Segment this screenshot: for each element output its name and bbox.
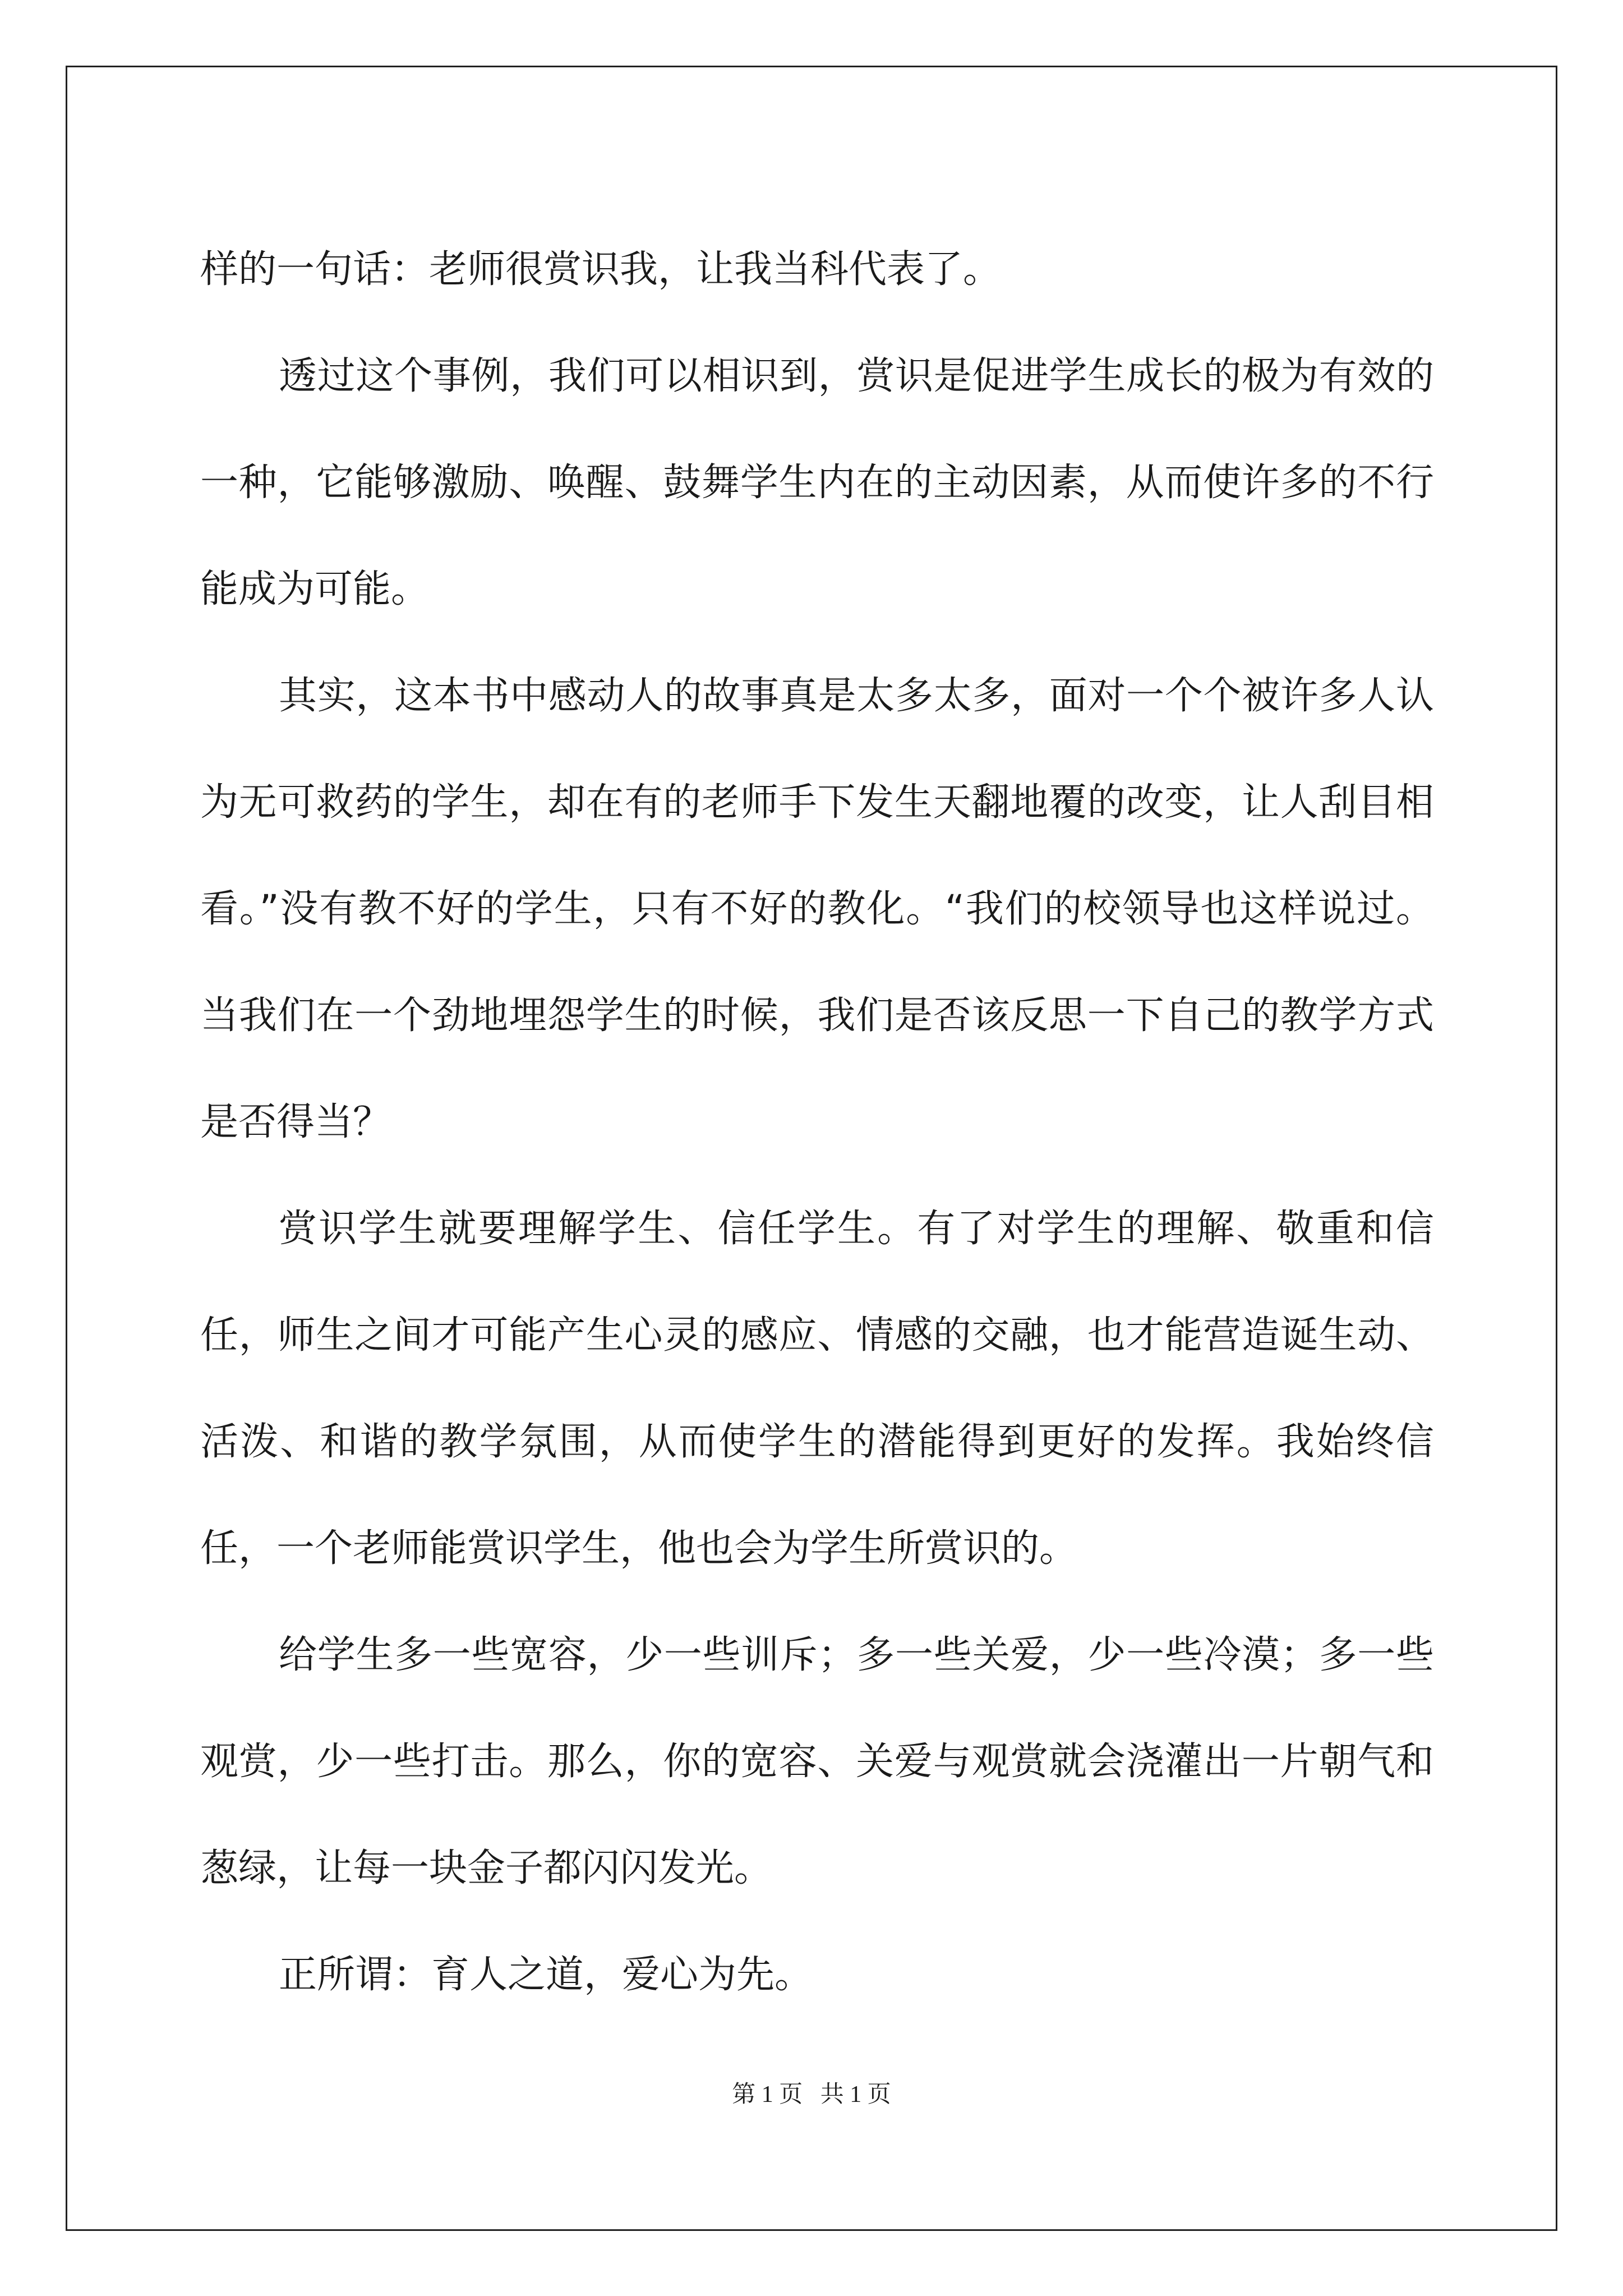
paragraph-2: 透过这个事例，我们可以相识到，赏识是促进学生成长的极为有效的一种，它能够激励、唤醒、鼓舞学生内在的主动因素，从而使许多的不行能成为可能。 [200, 354, 1434, 611]
paragraph-5: 给学生多一些宽容，少一些训斥；多一些关爱，少一些冷漠；多一些观赏，少一些打击。那么，你的宽容、关爱与观赏就会浇灌出一片朝气和葱绿，让每一块金子都闪闪发光。 [200, 1633, 1434, 1890]
document-body [200, 217, 1434, 2028]
paragraph-1: 样的一句话：老师很赏识我，让我当科代表了。 [200, 247, 1002, 292]
paragraph-4: 赏识学生就要理解学生、信任学生。有了对学生的理解、敬重和信任，师生之间才可能产生心灵的感应、情感的交融，也才能营造诞生动、活泼、和谐的教学氛围，从而使学生的潜能得到更好的发挥。我始终信任，一个老师能赏识学生，他也会为学生所赏识的。 [200, 1207, 1434, 1571]
page-number-footer: 第 1 页 共 1 页 [732, 2082, 891, 2108]
paragraph-6: 正所谓：育人之道，爱心为先。 [279, 1953, 813, 1997]
paragraph-3: 其实，这本书中感动人的故事真是太多太多，面对一个个被许多人认为无可救药的学生，却在有的老师手下发生天翻地覆的改变，让人刮目相看。”没有教不好的学生，只有不好的教化。“我们的校领导也这样说过。当我们在一个劲地埋怨学生的时候，我们是否该反思一下自己的教学方式是否得当？ [200, 674, 1434, 1144]
